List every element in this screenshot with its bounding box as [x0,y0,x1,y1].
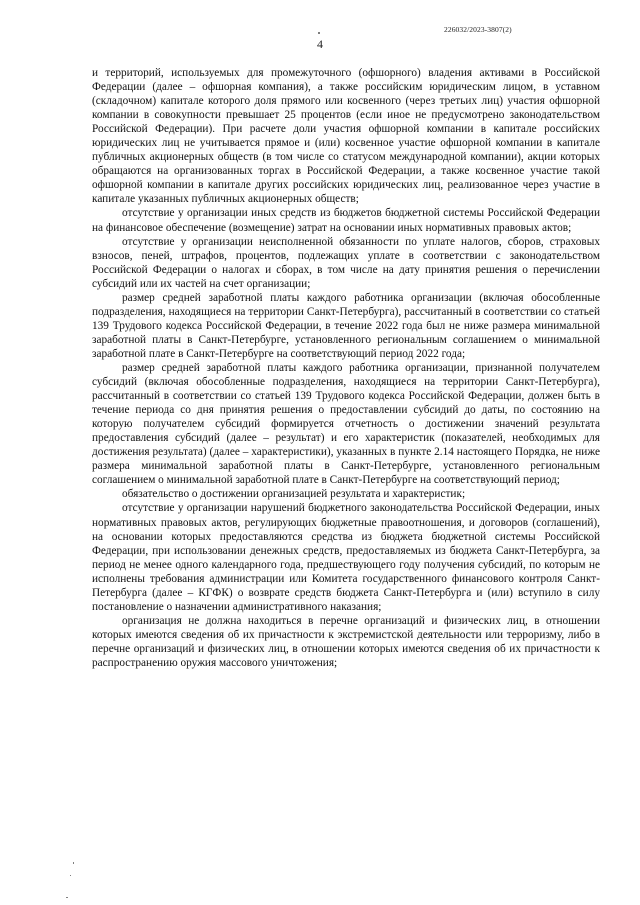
paragraph: отсутствие у организации иных средств из бюджетов бюджетной системы Российской Федерации на финансовое обеспечение (возмещение) затрат на основании иных нормативных правовых актов; [92,207,600,234]
paragraph: отсутствие у организации неисполненной обязанности по уплате налогов, сборов, страховых взносов, пеней, штрафов, процентов, подлежащих уплате в соответствии с законодательством Российской Федерации о налогах и сборах, в том числе на дату принятия решения о перечислении субсидий или их частей на счет организации; [92,235,600,290]
scan-speck [318,32,320,34]
paragraph: и территорий, используемых для промежуточного (офшорного) владения активами в Российской Федерации (далее – офшорная компания), а также российским юридическим лицом, в уставном (складочном) капитале которого доля прямого или косвенного (через третьих лиц) участия офшорной компании в совокупности превышает 25 процентов (если иное не предусмотрено законодательством Российской Федерации). При расчете доли участия офшорной компании в капитале российских юридических лиц не учитывается прямое и (или) косвенное участие офшорной компании в капитале публичных акционерных обществ (в том числе со статусом международной компании), акции которых обращаются на организованных торгах в Российской Федерации, а также косвенное участие такой офшорной компании в капитале других российских юридических лиц, реализованное через участие в капитале указанных публичных акционерных обществ; [92,67,600,206]
paragraph: отсутствие у организации нарушений бюджетного законодательства Российской Федерации, иных нормативных правовых актов, регулирующих бюджетные правоотношения, и договоров (соглашений), на основании которых предоставляются средства из бюджета бюджетной системы Российской Федерации, при использовании денежных средств, предоставляемых из бюджета Санкт-Петербурга, за период не менее одного календарного года, предшествующего году получения субсидий, по которым не исполнены требования администрации или Комитета государственного финансового контроля Санкт-Петербурга (далее – КГФК) о возврате средств бюджета Санкт-Петербурга и (или) вступило в силу постановление о назначении административного наказания; [92,502,600,613]
scan-speck [73,862,74,864]
paragraph: организация не должна находиться в перечне организаций и физических лиц, в отношении которых имеются сведения об их причастности к экстремистской деятельности или терроризму, либо в перечне организаций и физических лиц, в отношении которых имеются сведения об их причастности к распространению оружия массового уничтожения; [92,614,600,669]
scan-speck [70,875,71,876]
document-number: 226032/2023-3807(2) [444,25,512,34]
body-text [92,66,600,670]
paragraph: размер средней заработной платы каждого работника организации, признанной получателем субсидий (включая обособленные подразделения, находящиеся на территории Санкт-Петербурга), рассчитанный в соответствии со статьей 139 Трудового кодекса Российской Федерации, должен быть в течение периода со дня принятия решения о предоставлении субсидий до даты, по состоянию на которую получателем субсидий формируется отчетность о достижении значений результата предоставления субсидий (далее – результат) и его характеристик (показателей, необходимых для достижения результата) (далее – характеристики), указанных в пункте 2.14 настоящего Порядка, не ниже размера минимальной заработной платы в Санкт-Петербурге, установленного региональным соглашением о минимальной заработной плате в Санкт-Петербурге на соответствующий период; [92,361,600,487]
paragraph: размер средней заработной платы каждого работника организации (включая обособленные подразделения, находящиеся на территории Санкт-Петербурга), рассчитанный в соответствии со статьей 139 Трудового кодекса Российской Федерации, в течение 2022 года был не ниже размера минимальной заработной платы в Санкт-Петербурге, установленного региональным соглашением о минимальной заработной плате в Санкт-Петербурге на соответствующий период 2022 года; [92,291,600,360]
paragraph: обязательство о достижении организацией результата и характеристик; [122,488,466,501]
scan-speck [66,897,68,898]
page-number: 4 [317,37,323,51]
